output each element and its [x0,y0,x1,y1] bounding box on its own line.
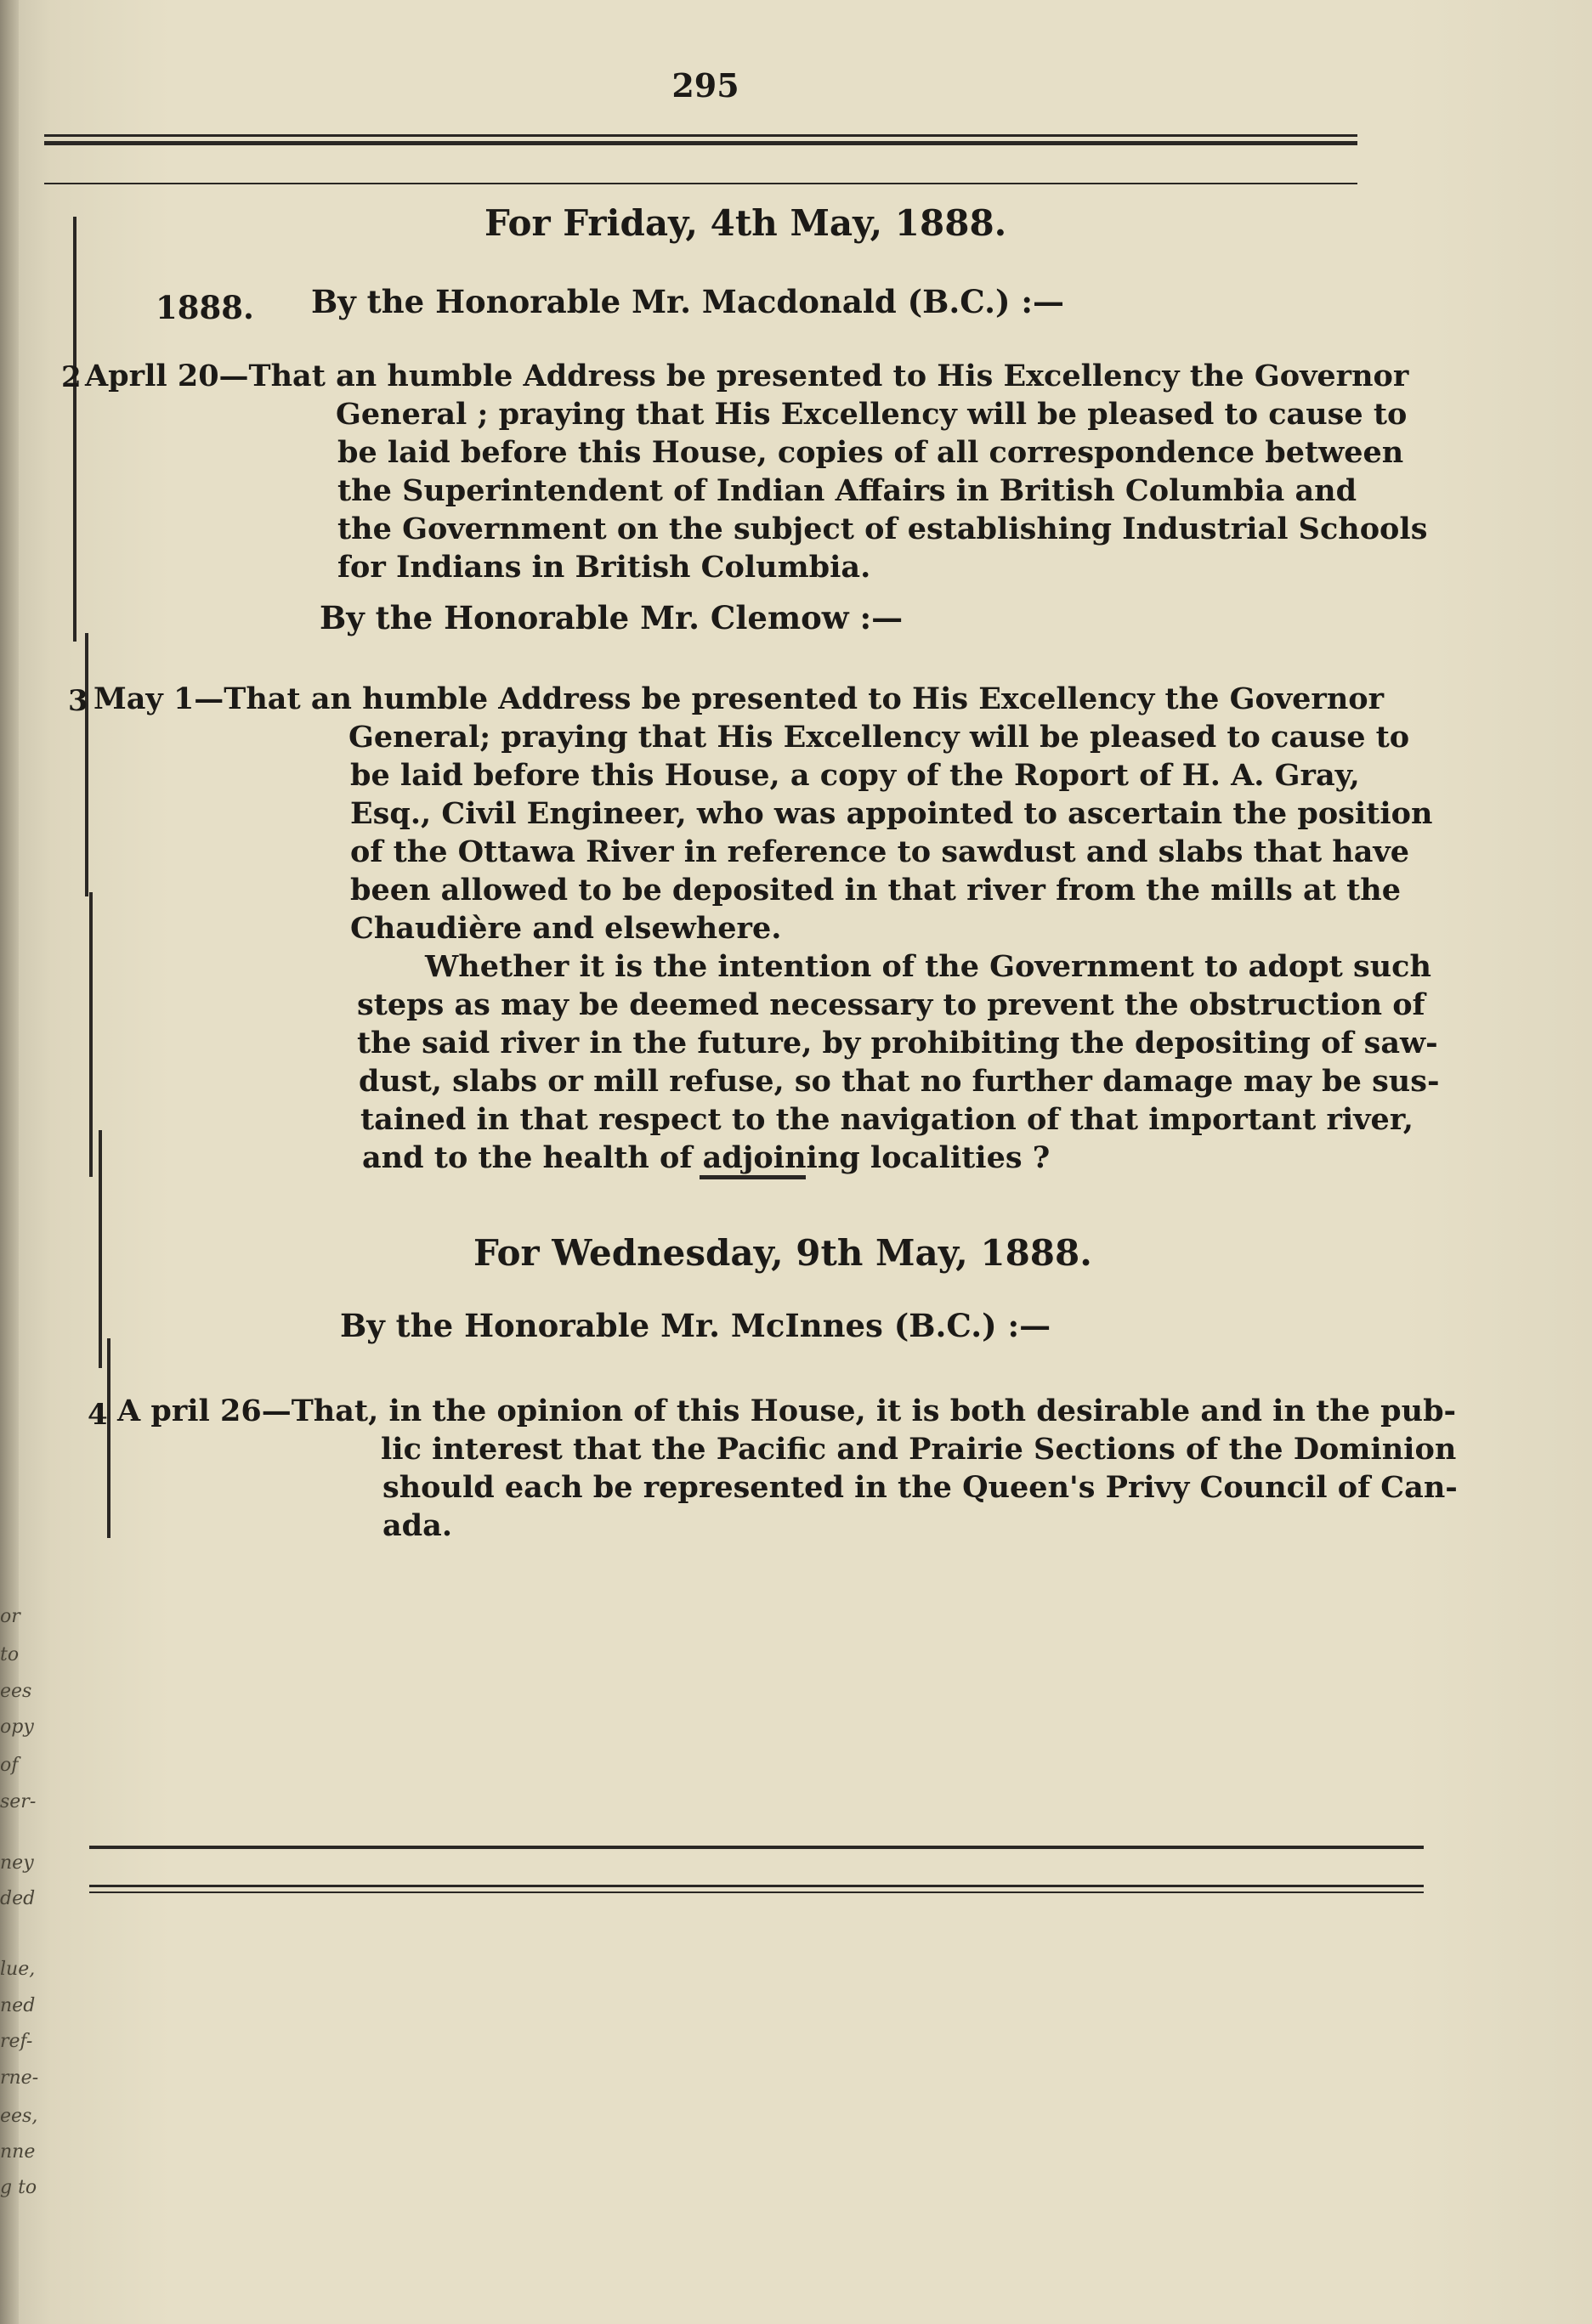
bottom-rule-thin [89,1891,1424,1893]
motion-2-text [85,357,1427,586]
top-rule-lower [44,183,1357,184]
motion-line: been allowed to be deposited in that river from the mills at the [350,873,1401,908]
motion-4-text [117,1392,1458,1545]
margin-fragment: nne [0,2141,36,2163]
margin-fragment: of [0,1755,19,1776]
motion-line: Esq., Civil Engineer, who was appointed to ascertain the position [350,796,1433,831]
margin-bracket-line [107,1338,110,1538]
section-heading-friday: For Friday, 4th May, 1888. [484,202,1007,244]
byline-clemow: By the Honorable Mr. Clemow :— [320,599,904,636]
year-label: 1888. [156,289,254,326]
motion-line: Aprll 20—That an humble Address be presented to His Excellency the Governor [85,359,1409,393]
section-heading-wednesday: For Wednesday, 9th May, 1888. [473,1232,1092,1274]
motion-number: 4 [88,1398,108,1432]
motion-line: A pril 26—That, in the opinion of this House, it is both desirable and in the pub- [117,1394,1457,1428]
bleed-through-text [986,586,994,616]
byline-macdonald: By the Honorable Mr. Macdonald (B.C.) :— [311,283,1064,320]
motion-line: be laid before this House, a copy of the Roport of H. A. Gray, [350,758,1360,793]
motion-line: lic interest that the Pacific and Prairie Sections of the Dominion [381,1432,1457,1467]
motion-line: and to the health of adjoining localities ? [362,1140,1051,1175]
section-divider [700,1175,806,1179]
motion-3-text [93,680,1439,1177]
margin-bracket-line [73,217,76,642]
motion-line: ada. [382,1508,453,1543]
margin-fragment: ded [0,1888,36,1909]
bottom-rule-thick [89,1885,1424,1887]
margin-fragment: ney [0,1852,34,1874]
margin-bracket-line [85,633,88,896]
bottom-rule-upper [89,1846,1424,1849]
byline-mcinnes: By the Honorable Mr. McInnes (B.C.) :— [340,1307,1051,1344]
motion-line: General; praying that His Excellency will be pleased to cause to [348,720,1410,755]
motion-line: the Government on the subject of establishing Industrial Schools [337,512,1428,546]
motion-line: May 1—That an humble Address be presented to His Excellency the Governor [93,681,1385,716]
motion-number: 3 [68,684,88,718]
margin-fragment: ees [0,1681,32,1702]
margin-fragment: lue, [0,1959,36,1980]
page-number: 295 [671,66,739,105]
motion-line: of the Ottawa River in reference to sawdust and slabs that have [350,834,1410,869]
top-rule-thick [44,141,1357,145]
margin-fragment: ref- [0,2031,33,2052]
motion-line: for Indians in British Columbia. [337,550,871,585]
margin-fragment: ned [0,1995,36,2016]
margin-fragment: rne- [0,2067,39,2089]
margin-fragment: or [0,1606,20,1627]
motion-line: General ; praying that His Excellency will be pleased to cause to [336,397,1408,432]
motion-line: should each be represented in the Queen's Privy Council of Can- [382,1470,1458,1505]
margin-fragment: ser- [0,1791,37,1812]
motion-line: be laid before this House, copies of all correspondence between [337,435,1404,470]
motion-line: the said river in the future, by prohibiting the depositing of saw- [357,1026,1438,1060]
motion-line: Whether it is the intention of the Government to adopt such [425,949,1431,984]
margin-fragment: g to [0,2177,37,2198]
margin-fragment: ees, [0,2106,38,2127]
top-rule-thin [44,134,1357,137]
motion-line: the Superintendent of Indian Affairs in British Columbia and [337,473,1357,508]
motion-line: dust, slabs or mill refuse, so that no further damage may be sus- [359,1064,1440,1099]
margin-bracket-line [89,892,93,1177]
motion-line: steps as may be deemed necessary to prevent the obstruction of [357,987,1425,1022]
motion-line: tained in that respect to the navigation of that important river, [360,1102,1414,1137]
margin-fragment: opy [0,1716,34,1738]
motion-line: Chaudière and elsewhere. [350,911,782,946]
margin-fragment: to [0,1644,20,1665]
motion-number: 2 [61,360,82,394]
